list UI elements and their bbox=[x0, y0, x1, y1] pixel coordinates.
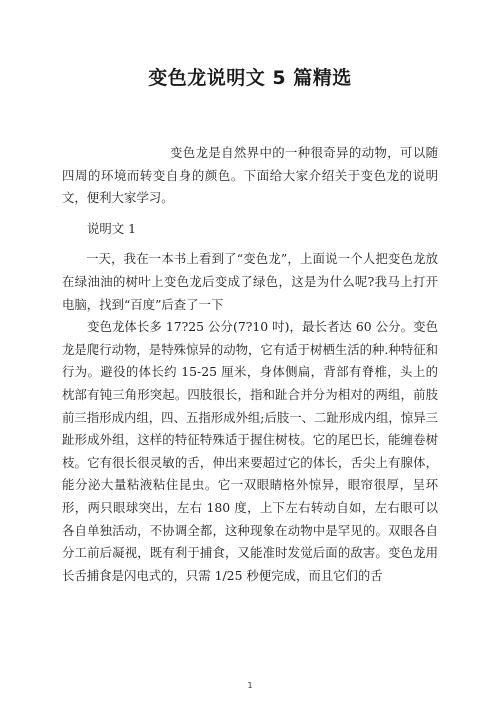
document-title: 变色龙说明文 5 篇精选 bbox=[148, 67, 352, 89]
paragraph-2: 变色龙体长多 17?25 公分(7?10 吋)，最长者达 60 公分。变色龙是爬行动物，是特殊惊异的动物，它有适于树栖生活的种.种特征和行为。避役的体长约 15-25 厘米，身体侧扁，背部有脊椎，头上的枕部有钝三角形突起。四肢很长，指和趾合并分为相对的两组，前肢前三指形成内组，四、五指形成外组;后肢一、二趾形成内组，惊异三趾形成外组，这样的特征特殊适于握住树枝。它的尾巴长，能缠卷树枝。它有很长很灵敏的舌，伸出来要超过它的体长，舌尖上有腺体，能分泌大量粘液粘住昆虫。它一双眼睛格外惊异，眼帘很厚，呈环形，两只眼球突出，左右 180 度，上下左右转动自如，左右眼可以各自单独活动，不协调全都，这种现象在动物中是罕见的。双眼各自分工前后凝视，既有利于捕食，又能准时发觉后面的敌害。变色龙用长舌捕食是闪电式的，只需 1/25 秒便完成，而且它们的舌 bbox=[62, 319, 438, 583]
intro-paragraph: 变色龙是自然界中的一种很奇异的动物，可以随四周的环境而转变自身的颜色。下面给大家介绍关于变色龙的说明文，便利大家学习。 bbox=[62, 145, 438, 206]
section-heading: 说明文 1 bbox=[87, 220, 136, 236]
paragraph-1: 一天，我在一本书上看到了“变色龙”，上面说一个人把变色龙放在绿油油的树叶上变色龙后变成了绿色，这是为什么呢?我马上打开电脑，找到“百度”后查了一下 bbox=[62, 251, 438, 312]
page-number: 1 bbox=[247, 681, 253, 690]
document-body bbox=[62, 142, 438, 587]
